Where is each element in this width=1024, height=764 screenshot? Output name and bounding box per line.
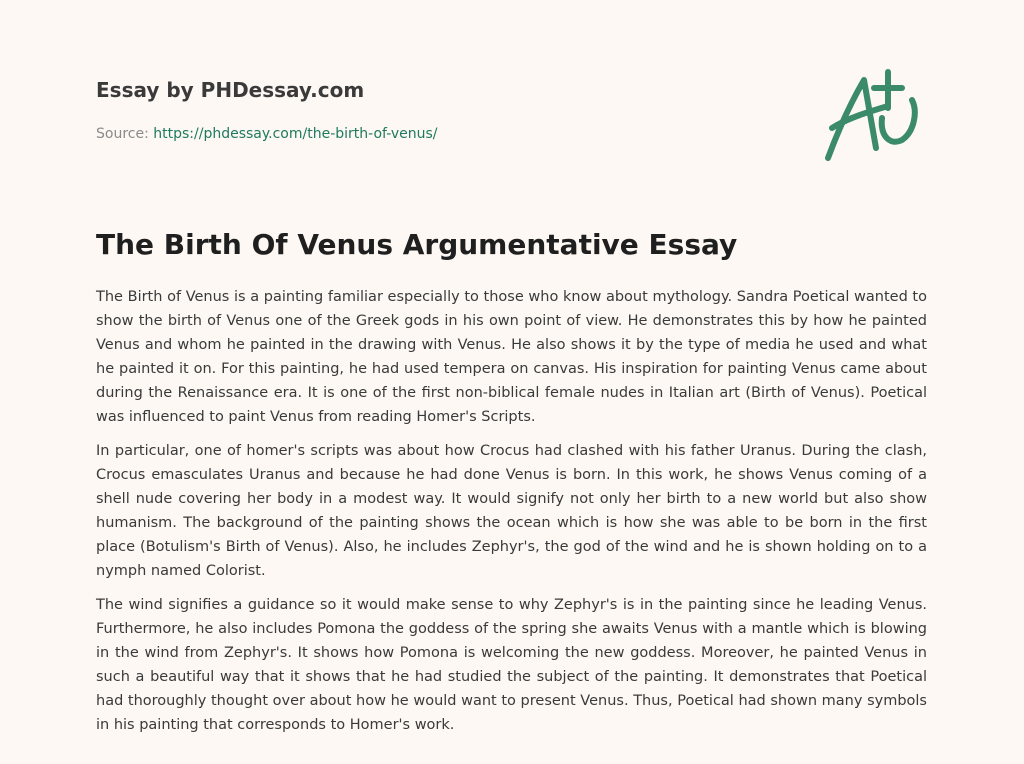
essay-paragraph-1: The Birth of Venus is a painting familiar especially to those who know about mythology. Sandra Poetical wanted to show the birth of Venus one of the Greek gods in his own point of view. He demonstrates this by how he painted Venus and whom he painted in the drawing with Venus. He also shows it by the type of media he used and what he painted it on. For this painting, he had used tempera on canvas. His inspiration for painting Venus came about during the Renaissance era. It is one of the first non-biblical female nudes in Italian art (Birth of Venus). Poetical was influenced to paint Venus from reading Homer's Scripts. — [96, 289, 927, 425]
source-label: Source: — [96, 126, 154, 142]
essay-body — [96, 285, 927, 747]
document-header — [96, 76, 796, 144]
essay-paragraph-2: In particular, one of homer's scripts was about how Crocus had clashed with his father Uranus. During the clash, Crocus emasculates Uranus and because he had done Venus is born. In this work, he shows Venus coming of a shell nude covering her body in a modest way. It would signify not only her birth to a new world but also show humanism. The background of the painting shows the ocean which is how she was able to be born in the first place (Botulism's Birth of Venus). Also, he includes Zephyr's, the god of the wind and he is shown holding on to a nymph named Colorist. — [96, 443, 927, 579]
a-plus-logo-icon — [818, 66, 930, 164]
source-link[interactable]: https://phdessay.com/the-birth-of-venus/ — [153, 126, 438, 142]
essay-title: The Birth Of Venus Argumentative Essay — [96, 228, 738, 261]
essay-paragraph-3: The wind signifies a guidance so it would make sense to why Zephyr's is in the painting since he leading Venus. Furthermore, he also includes Pomona the goddess of the spring she awaits Venus with a mantle which is blowing in the wind from Zephyr's. It shows how Pomona is welcoming the new goddess. Moreover, he painted Venus in such a beautiful way that it shows that he had studied the subject of the painting. It demonstrates that Poetical had thoroughly thought over about how he would want to present Venus. Thus, Poetical had shown many symbols in his painting that corresponds to Homer's work. — [96, 597, 927, 733]
brand-title: Essay by PHDessay.com — [96, 78, 365, 102]
source-line — [96, 124, 796, 144]
